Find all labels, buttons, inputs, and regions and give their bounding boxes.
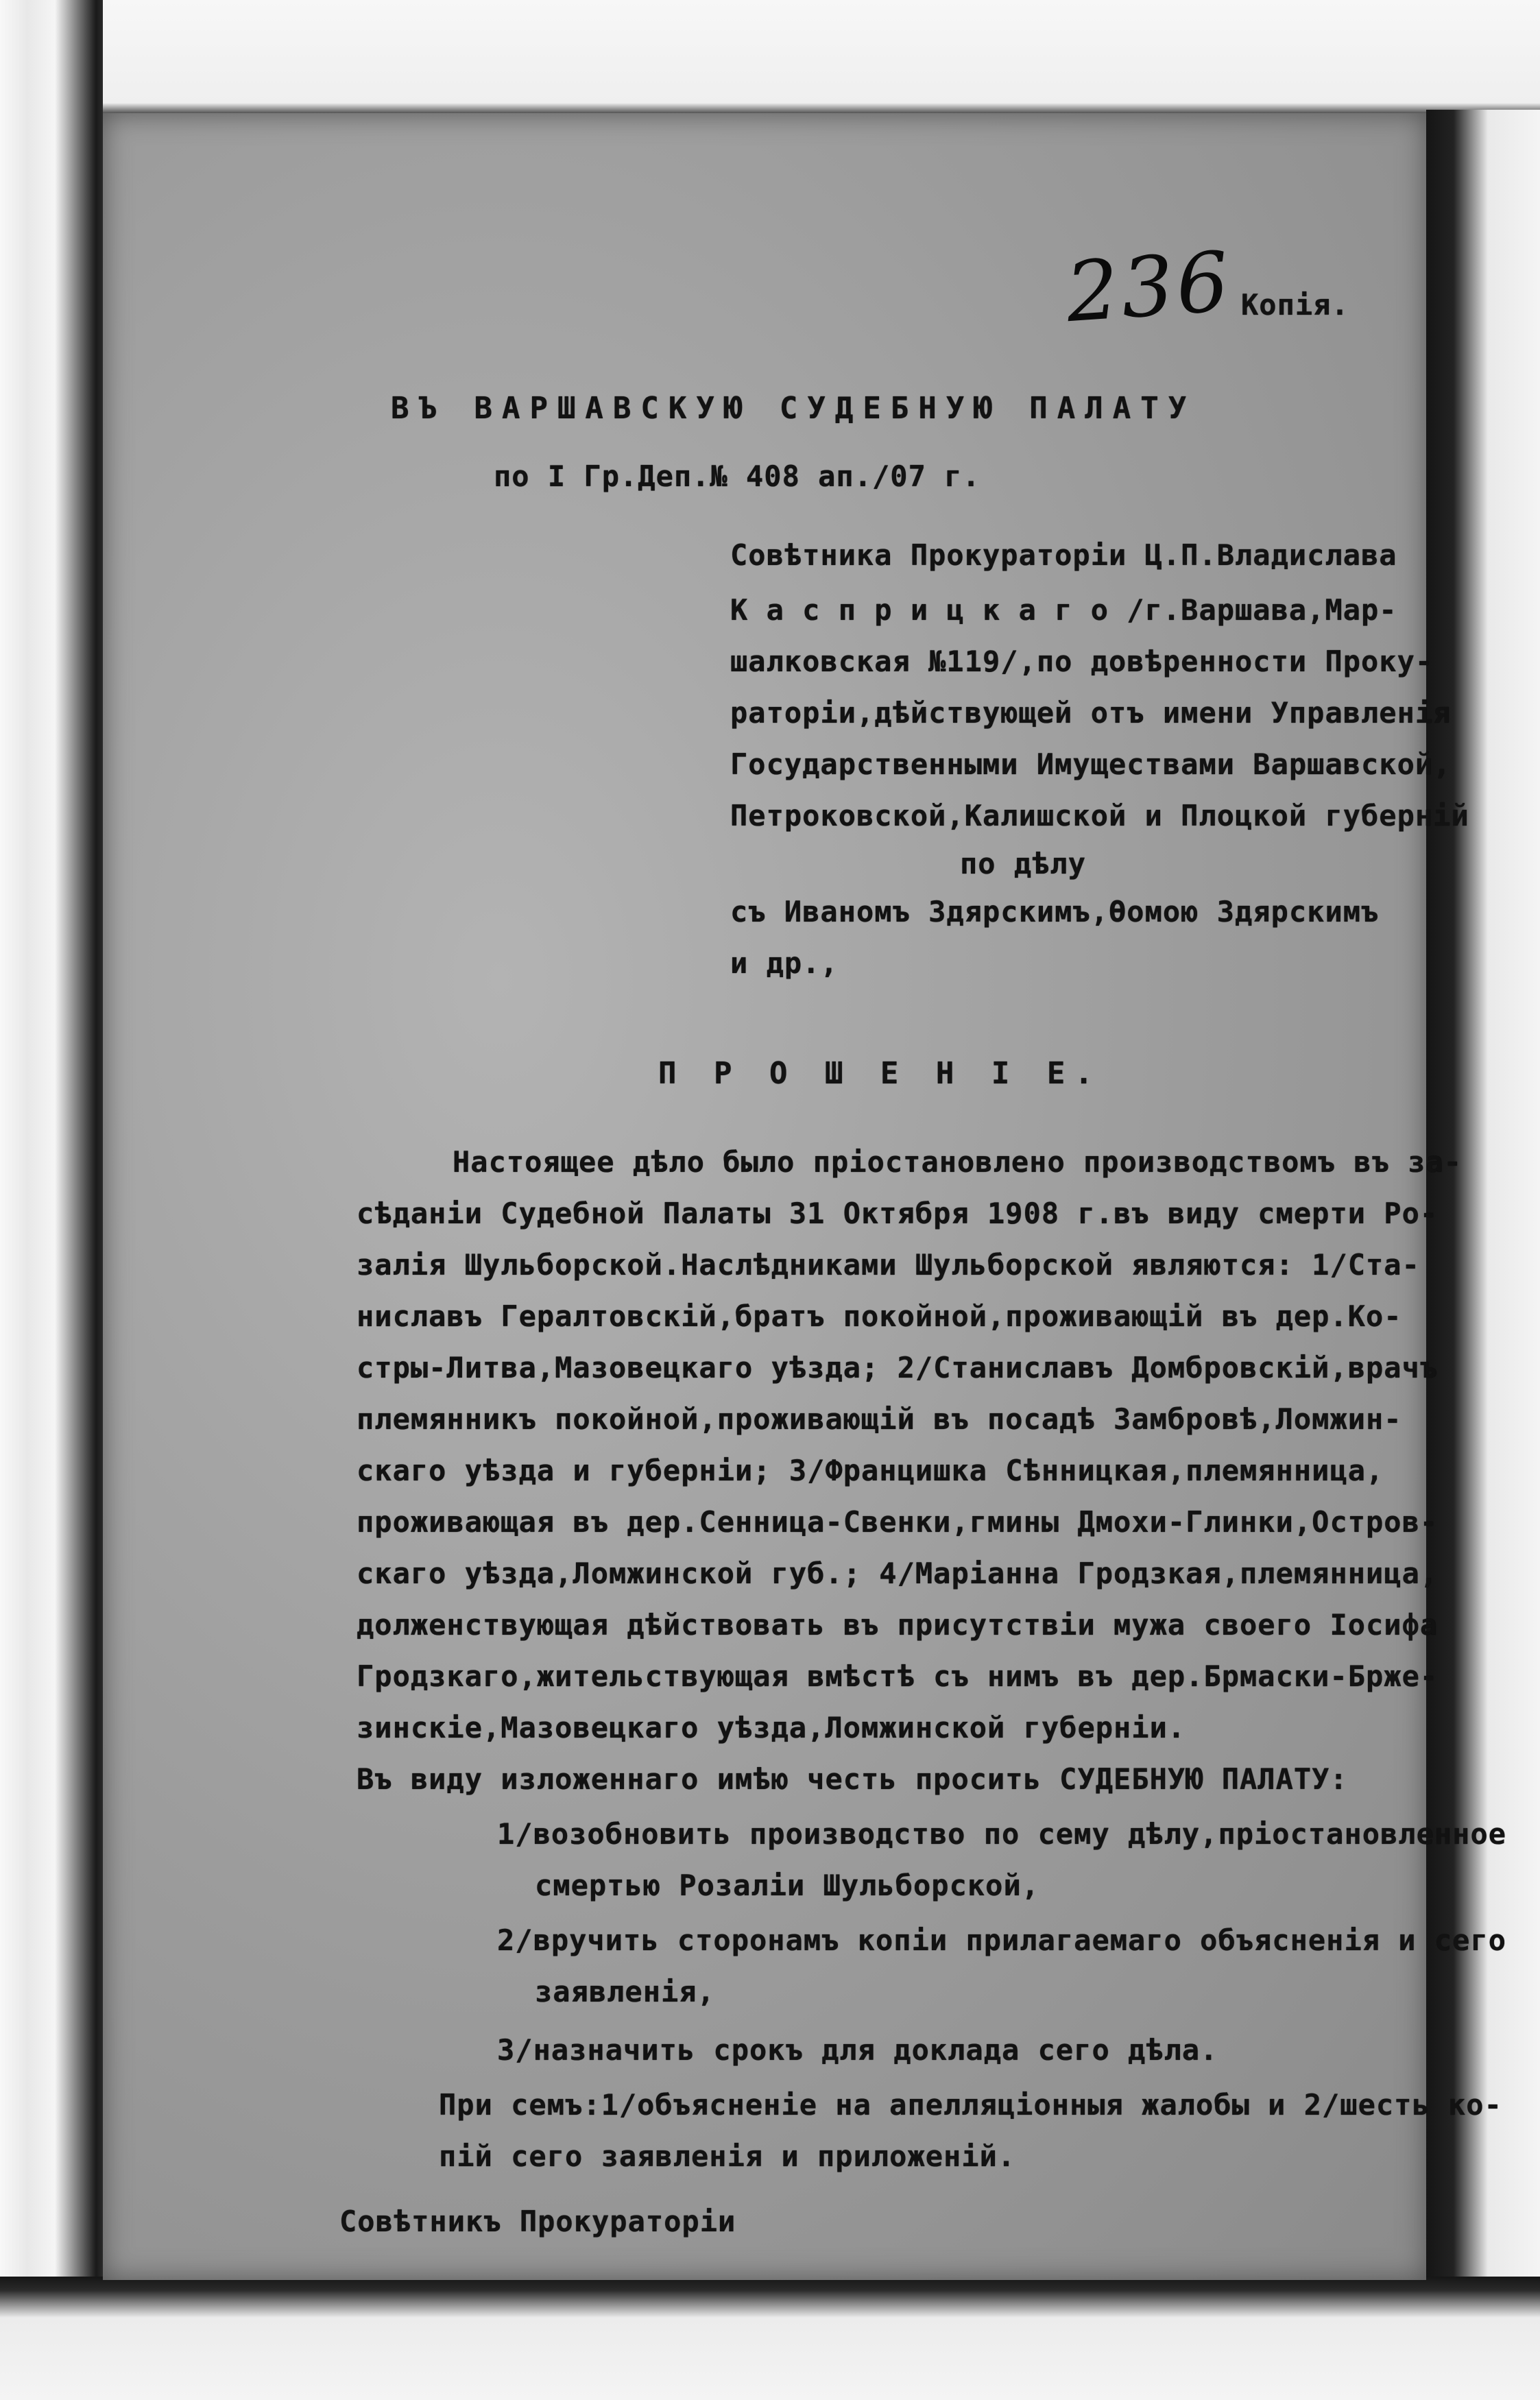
body-line: сѣданіи Судебной Палаты 31 Октября 1908 г.въ виду смерти Ро- bbox=[357, 1197, 1439, 1230]
attachments-line: При семъ:1/объясненіе на апелляціонныя жалобы и 2/шесть ко- bbox=[439, 2088, 1502, 2122]
body-line: Настоящее дѣло было пріостановлено производствомъ въ за- bbox=[453, 1145, 1463, 1179]
film-top-edge bbox=[103, 0, 1540, 117]
petitioner-line: Государственными Имуществами Варшавской, bbox=[730, 747, 1452, 781]
request-line: смертью Розаліи Шульборской, bbox=[535, 1869, 1040, 1902]
request-line: 2/вручить сторонамъ копіи прилагаемаго объясненія и сего bbox=[497, 1923, 1507, 1957]
film-left-edge bbox=[0, 0, 103, 2400]
document-title: П Р О Ш Е Н І Е. bbox=[658, 1056, 1103, 1091]
petitioner-line: и др., bbox=[730, 946, 839, 980]
page-number-handwritten: 236 bbox=[1063, 234, 1235, 341]
film-bottom-edge bbox=[0, 2277, 1540, 2400]
body-line: скаго уѣзда,Ломжинской губ.; 4/Маріанна Гродзкая,племянница, bbox=[357, 1557, 1439, 1590]
petitioner-line: шалковская №119/,по довѣренности Проку- bbox=[730, 645, 1434, 678]
body-line: стры-Литва,Мазовецкаго уѣзда; 2/Станиславъ Домбровскій,врачъ bbox=[357, 1351, 1439, 1384]
body-line: проживающая въ дер.Сенница-Свенки,гмины Дмохи-Глинки,Остров- bbox=[357, 1505, 1439, 1539]
petitioner-line: Совѣтника Прокураторіи Ц.П.Владислава bbox=[730, 538, 1397, 572]
film-right-edge bbox=[1426, 110, 1540, 2290]
body-line: ниславъ Гералтовскій,братъ покойной,проживающій въ дер.Ко- bbox=[357, 1299, 1402, 1333]
attachments-line: пій сего заявленія и приложеній. bbox=[439, 2139, 1016, 2173]
body-line: Гродзкаго,жительствующая вмѣстѣ съ нимъ въ дер.Брмаски-Брже- bbox=[357, 1659, 1439, 1693]
petitioner-line: К а с п р и ц к а г о /г.Варшава,Мар- bbox=[730, 593, 1397, 627]
request-line: заявленія, bbox=[535, 1975, 715, 2008]
request-line: 1/возобновить производство по сему дѣлу,пріостановленное bbox=[497, 1817, 1507, 1851]
body-line: залія Шульборской.Наслѣдниками Шульборской являются: 1/Ста- bbox=[357, 1248, 1420, 1282]
body-line: долженствующая дѣйствовать въ присутствіи мужа своего Іосифа bbox=[357, 1608, 1439, 1642]
body-line: племянникъ покойной,проживающій въ посадѣ Замбровѣ,Ломжин- bbox=[357, 1402, 1402, 1436]
addressee: ВЪ ВАРШАВСКУЮ СУДЕБНУЮ ПАЛАТУ bbox=[391, 391, 1196, 426]
body-line: скаго уѣзда и губерніи; 3/Францишка Сѣнницкая,племянница, bbox=[357, 1454, 1384, 1487]
signature: Совѣтникъ Прокураторіи bbox=[339, 2205, 736, 2238]
case-reference: по I Гр.Деп.№ 408 ап./07 г. bbox=[494, 459, 980, 493]
petitioner-line: раторіи,дѣйствующей отъ имени Управленія bbox=[730, 696, 1452, 730]
request-line: 3/назначить срокъ для доклада сего дѣла. bbox=[497, 2033, 1218, 2067]
document-page bbox=[103, 113, 1507, 2280]
body-line: Въ виду изложеннаго имѣю честь просить СУДЕБНУЮ ПАЛАТУ: bbox=[357, 1762, 1348, 1796]
petitioner-line: по дѣлу bbox=[960, 847, 1087, 880]
petitioner-line: Петроковской,Калишской и Плоцкой губерній bbox=[730, 799, 1469, 832]
body-line: зинскіе,Мазовецкаго уѣзда,Ломжинской губерніи. bbox=[357, 1711, 1186, 1744]
copy-mark: Копія. bbox=[1241, 288, 1349, 322]
petitioner-line: съ Иваномъ Здярскимъ,Ѳомою Здярскимъ bbox=[730, 895, 1380, 928]
